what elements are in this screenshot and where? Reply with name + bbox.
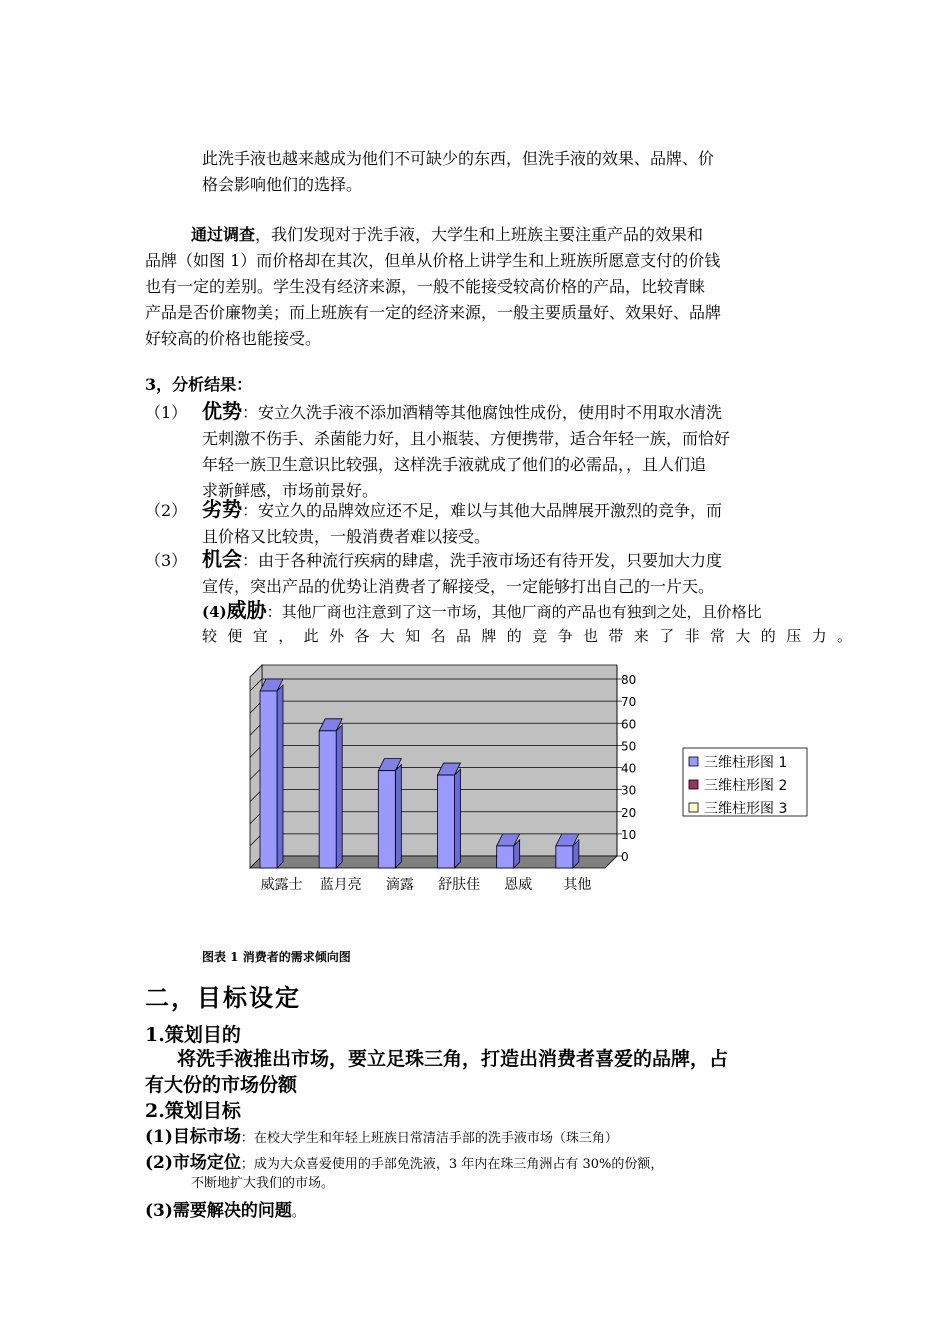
x-axis-label: 威露士 [260, 877, 303, 893]
survey-line-3: 也有一定的差别。学生没有经济来源，一般不能接受较高价格的产品，比较青睐 [145, 277, 706, 296]
intro-line-2: 格会影响他们的选择。 [202, 175, 363, 194]
positioning-label: (2)市场定位 [145, 1153, 241, 1173]
bar [497, 834, 520, 868]
y-tick-label: 50 [621, 739, 637, 754]
purpose-paragraph [145, 1046, 728, 1098]
legend-swatch [689, 757, 698, 766]
y-axis-ticks [617, 673, 636, 864]
x-axis-label: 恩威 [504, 877, 533, 893]
legend-swatch [689, 803, 698, 812]
bar-front [260, 691, 277, 868]
y-tick-label: 70 [621, 695, 637, 710]
x-axis-label: 其他 [563, 877, 592, 893]
bar [438, 763, 461, 868]
survey-line-1-text: ，我们发现对于洗手液，大学生和上班族主要注重产品的效果和 [255, 225, 704, 244]
survey-line-1 [145, 222, 721, 248]
survey-lead: 通过调查 [191, 225, 256, 244]
item-term: 劣势 [202, 497, 242, 521]
problems-to-solve [145, 1196, 305, 1221]
bar-front [438, 775, 455, 868]
analysis-heading: 3，分析结果： [145, 375, 253, 394]
item-term: 威胁 [226, 598, 267, 622]
x-axis-label: 滴露 [385, 877, 414, 893]
item-number: （1） [145, 403, 188, 422]
legend-swatch [689, 780, 698, 789]
legend-label: 三维柱形图 3 [704, 801, 788, 817]
positioning-line-1: ；成为大众喜爱使用的手部免洗液，3 年内在珠三角洲占有 30%的份额， [240, 1157, 664, 1172]
y-tick-label: 60 [621, 717, 637, 732]
target-market-text: ：在校大学生和年轻上班族日常清洁手部的洗手液市场（珠三角） [240, 1131, 618, 1146]
demand-chart [245, 660, 810, 900]
target-market-label: (1)目标市场 [145, 1127, 241, 1147]
survey-line-5: 好较高的价格也能接受。 [145, 329, 322, 348]
item-term: 机会 [202, 547, 242, 571]
item-line: 宣传，突出产品的优势让消费者了解接受，一定能够打出自己的一片天。 [202, 577, 715, 596]
item-line: 且价格又比较贵，一般消费者难以接受。 [202, 527, 491, 546]
problems-end: 。 [291, 1205, 305, 1220]
y-tick-label: 40 [621, 761, 637, 776]
item-line: ：安立久的品牌效应还不足，难以与其他大品牌展开激烈的竞争，而 [242, 501, 723, 520]
item-number: (4) [202, 603, 227, 621]
item-line: ：其他厂商也注意到了这一市场，其他厂商的产品也有独到之处，且价格比 [266, 603, 762, 621]
bar-front [497, 846, 514, 868]
section-title: 二，目标设定 [145, 983, 301, 1012]
analysis-item-1 [145, 398, 730, 504]
item-number: （3） [145, 551, 188, 570]
item-line: 较便宜，此外各大知名品牌的竞争也带来了非常大的压力。 [202, 627, 863, 645]
subsection-purpose: 1.策划目的 [145, 1024, 241, 1046]
item-line: ：安立久洗手液不添加酒精等其他腐蚀性成份，使用时不用取水清洗 [242, 403, 723, 422]
survey-line-4: 产品是否价廉物美；而上班族有一定的经济来源，一般主要质量好、效果好、品牌 [145, 303, 722, 322]
legend-label: 三维柱形图 2 [704, 778, 788, 794]
intro-line-1: 此洗手液也越来越成为他们不可缺少的东西，但洗手液的效果、品牌、价 [202, 149, 715, 168]
subsection-target: 2.策划目标 [145, 1100, 241, 1122]
survey-paragraph [145, 222, 721, 352]
figure-caption: 图表 1 消费者的需求倾向图 [202, 950, 351, 964]
y-tick-label: 80 [621, 673, 637, 687]
bar [319, 719, 342, 868]
x-axis-label: 蓝月亮 [319, 877, 362, 893]
purpose-line-2: 有大份的市场份额 [145, 1074, 298, 1096]
legend-label: 三维柱形图 1 [704, 755, 788, 771]
bar-side [395, 765, 401, 868]
bar-side [277, 685, 283, 868]
survey-line-2: 品牌（如图 1）而价格却在其次，但单从价格上讲学生和上班族所愿意支付的价钱 [145, 251, 721, 270]
intro-paragraph [202, 146, 714, 198]
analysis-item-2 [145, 496, 722, 550]
chart-legend [683, 748, 807, 817]
positioning-line-2: 不断地扩大我们的市场。 [191, 1176, 335, 1191]
analysis-item-4 [202, 598, 862, 648]
item-line: 求新鲜感，市场前景好。 [202, 481, 379, 500]
bar-front [556, 846, 573, 868]
market-positioning [145, 1148, 663, 1195]
item-line: 年轻一族卫生意识比较强，这样洗手液就成了他们的必需品，，且人们追 [202, 455, 707, 474]
purpose-line-1: 将洗手液推出市场，要立足珠三角，打造出消费者喜爱的品牌，占 [177, 1048, 729, 1070]
x-axis-labels [261, 876, 592, 893]
y-tick-label: 30 [621, 783, 637, 798]
y-tick-label: 0 [621, 850, 629, 864]
item-number: （2） [145, 501, 188, 520]
bar-side [455, 769, 461, 868]
item-term: 优势 [202, 399, 242, 423]
analysis-item-3 [145, 546, 722, 600]
item-line: ：由于各种流行疾病的肆虐，洗手液市场还有待开发，只要加大力度 [242, 551, 723, 570]
x-axis-label: 舒肤佳 [438, 877, 481, 893]
y-tick-label: 20 [621, 805, 637, 820]
problems-label: (3)需要解决的问题 [145, 1201, 292, 1221]
y-tick-label: 10 [621, 827, 637, 842]
bar [556, 834, 579, 868]
bar-front [319, 731, 336, 868]
bar-side [336, 725, 342, 868]
bar-front [378, 771, 395, 868]
target-market [145, 1122, 618, 1147]
bar [378, 759, 401, 868]
bar [260, 679, 283, 868]
item-line: 无刺激不伤手、杀菌能力好，且小瓶装、方便携带，适合年轻一族，而恰好 [202, 429, 731, 448]
